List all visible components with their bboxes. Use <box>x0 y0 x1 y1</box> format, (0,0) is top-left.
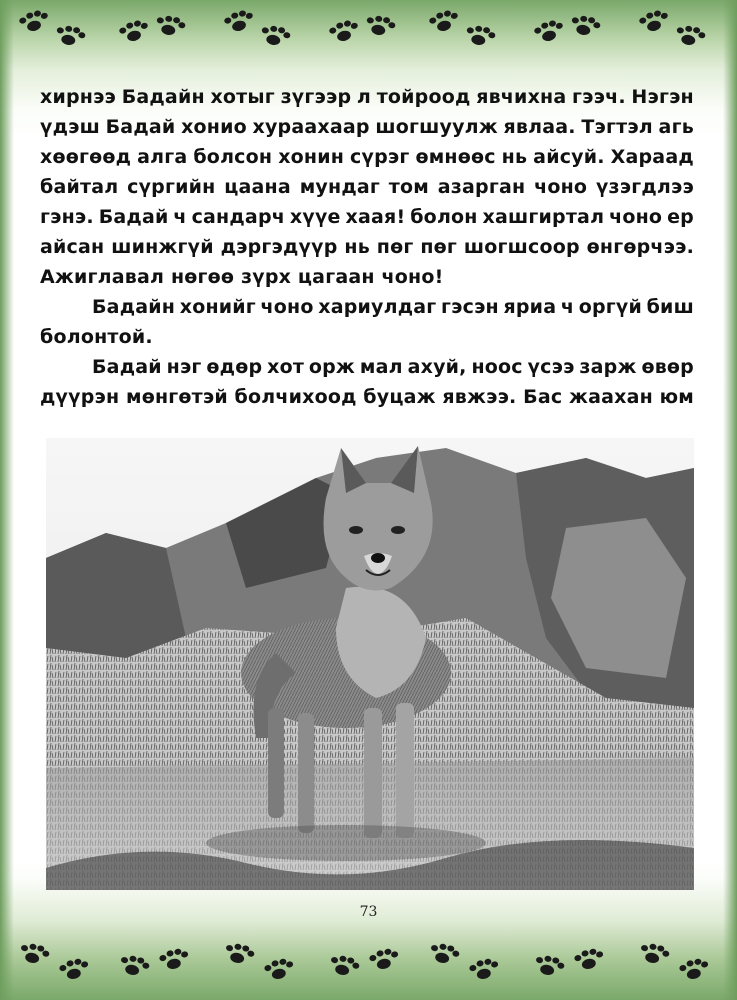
word: өдөр <box>206 356 263 378</box>
word: айсуй. <box>533 146 605 168</box>
word: хураахаар <box>252 116 370 138</box>
word: жаахан <box>568 386 653 408</box>
text-line <box>40 172 694 202</box>
word: орж <box>308 356 356 378</box>
paw-print-icon <box>428 9 458 35</box>
word: Нэгэн <box>631 86 694 108</box>
word: зүгээр <box>280 86 352 108</box>
word: болон <box>410 206 478 228</box>
paw-print-icon <box>328 19 358 45</box>
word: нэг <box>166 356 202 378</box>
word: шогшуулж <box>375 116 498 138</box>
word: Бадай <box>98 206 169 228</box>
paw-print-icon <box>259 24 288 48</box>
word: оргүй <box>578 296 642 318</box>
word: азарган <box>437 176 526 198</box>
text-line <box>40 352 694 382</box>
paw-print-icon <box>223 942 253 967</box>
paw-print-icon <box>118 954 148 979</box>
word: чоно <box>260 296 314 318</box>
paw-print-icon <box>569 14 598 38</box>
word: гэнэ. <box>40 206 94 228</box>
top-paw-border <box>0 0 737 60</box>
word: л <box>356 86 372 108</box>
paw-print-icon <box>18 9 48 35</box>
word: хотыг <box>210 86 275 108</box>
word: болсон <box>193 146 273 168</box>
text-line <box>40 202 694 232</box>
paw-print-icon <box>154 14 183 38</box>
text-line <box>40 292 694 322</box>
story-text <box>40 82 694 412</box>
word: агь <box>658 116 694 138</box>
paw-print-icon <box>368 948 398 973</box>
word: хаая! <box>345 206 406 228</box>
word: өвөр <box>641 356 694 378</box>
paw-print-icon <box>58 958 88 983</box>
paw-print-icon <box>158 948 188 973</box>
word: зарж <box>579 356 637 378</box>
paw-print-icon <box>364 14 393 38</box>
word: болчихоод <box>234 386 357 408</box>
word: явлаа. <box>503 116 576 138</box>
right-border-shade <box>723 0 737 1000</box>
text-line <box>40 142 694 172</box>
word: алга <box>137 146 188 168</box>
paw-print-icon <box>678 958 708 983</box>
word: Бадайн <box>92 296 176 318</box>
word: үсээ <box>527 356 575 378</box>
word: хонио <box>181 116 247 138</box>
word: шинжгүй <box>111 236 214 258</box>
word: өнгөрчээ. <box>586 236 694 258</box>
paw-print-icon <box>468 958 498 983</box>
page-number: 73 <box>359 904 378 920</box>
text-line <box>40 382 694 412</box>
word: Бадайн <box>121 86 205 108</box>
text-line: Ажиглавал нөгөө зүрх цагаан чоно! <box>40 266 444 288</box>
word: дэргэдүүр <box>220 236 338 258</box>
word: мал <box>359 356 403 378</box>
left-border-shade <box>0 0 14 1000</box>
word: пөг <box>420 236 458 258</box>
paw-print-icon <box>533 954 563 979</box>
word: явчихна <box>476 86 567 108</box>
paw-print-icon <box>328 954 358 979</box>
word: үдэш <box>40 116 100 138</box>
paw-print-icon <box>118 19 148 45</box>
word: Бадай <box>105 116 176 138</box>
word: айсан <box>40 236 105 258</box>
word: хөөгөөд <box>40 146 132 168</box>
paw-print-icon <box>573 948 603 973</box>
word: дүүрэн <box>40 386 120 408</box>
word: хүүе <box>289 206 341 228</box>
word: яриа <box>503 296 557 318</box>
word: гэсэн <box>441 296 499 318</box>
text-line: болонтой. <box>40 326 153 348</box>
word: ч <box>173 206 187 228</box>
word: гээч. <box>572 86 626 108</box>
word: биш <box>646 296 694 318</box>
word: Тэгтэл <box>581 116 653 138</box>
word: үзэгдлээ <box>595 176 694 198</box>
paw-print-icon <box>223 9 253 35</box>
word: сүрэг <box>350 146 410 168</box>
word: буцаж <box>363 386 436 408</box>
word: ер <box>667 206 694 228</box>
word: цаана <box>224 176 291 198</box>
word: ахуй, <box>407 356 467 378</box>
word: өмнөөс <box>415 146 496 168</box>
word: тойроод <box>376 86 471 108</box>
word: Бас <box>523 386 563 408</box>
paw-print-icon <box>674 24 703 48</box>
word: Хараад <box>610 146 694 168</box>
text-line <box>40 232 694 262</box>
word: нь <box>501 146 528 168</box>
bottom-paw-border <box>0 930 737 990</box>
word: сандарч <box>191 206 286 228</box>
word: пөг <box>376 236 414 258</box>
paw-print-icon <box>54 24 83 48</box>
word: хариулдаг <box>318 296 437 318</box>
word: хашгиртал <box>482 206 605 228</box>
paw-print-icon <box>428 942 458 967</box>
paw-print-icon <box>263 958 293 983</box>
word: мундаг <box>299 176 381 198</box>
wolf-photo-graphic <box>46 438 694 890</box>
paw-print-icon <box>638 9 668 35</box>
paw-print-icon <box>533 19 563 45</box>
word: явжээ. <box>442 386 517 408</box>
word: хонийг <box>179 296 256 318</box>
word: том <box>388 176 429 198</box>
word: хот <box>267 356 305 378</box>
word: шогшсоор <box>463 236 580 258</box>
wolf-photo <box>46 438 694 890</box>
paw-print-icon <box>18 942 48 967</box>
text-line <box>40 112 694 142</box>
word: сүргийн <box>127 176 216 198</box>
word: хонин <box>278 146 345 168</box>
word: чоно <box>609 206 663 228</box>
word: чоно <box>534 176 588 198</box>
word: ч <box>560 296 575 318</box>
word: мөнгөтэй <box>125 386 228 408</box>
word: нь <box>344 236 370 258</box>
word: байтал <box>40 176 119 198</box>
word: ноос <box>471 356 523 378</box>
paw-print-icon <box>638 942 668 967</box>
paw-print-icon <box>464 24 493 48</box>
word: юм <box>659 386 694 408</box>
word: хирнээ <box>40 86 117 108</box>
text-line <box>40 82 694 112</box>
word: Бадай <box>92 356 162 378</box>
